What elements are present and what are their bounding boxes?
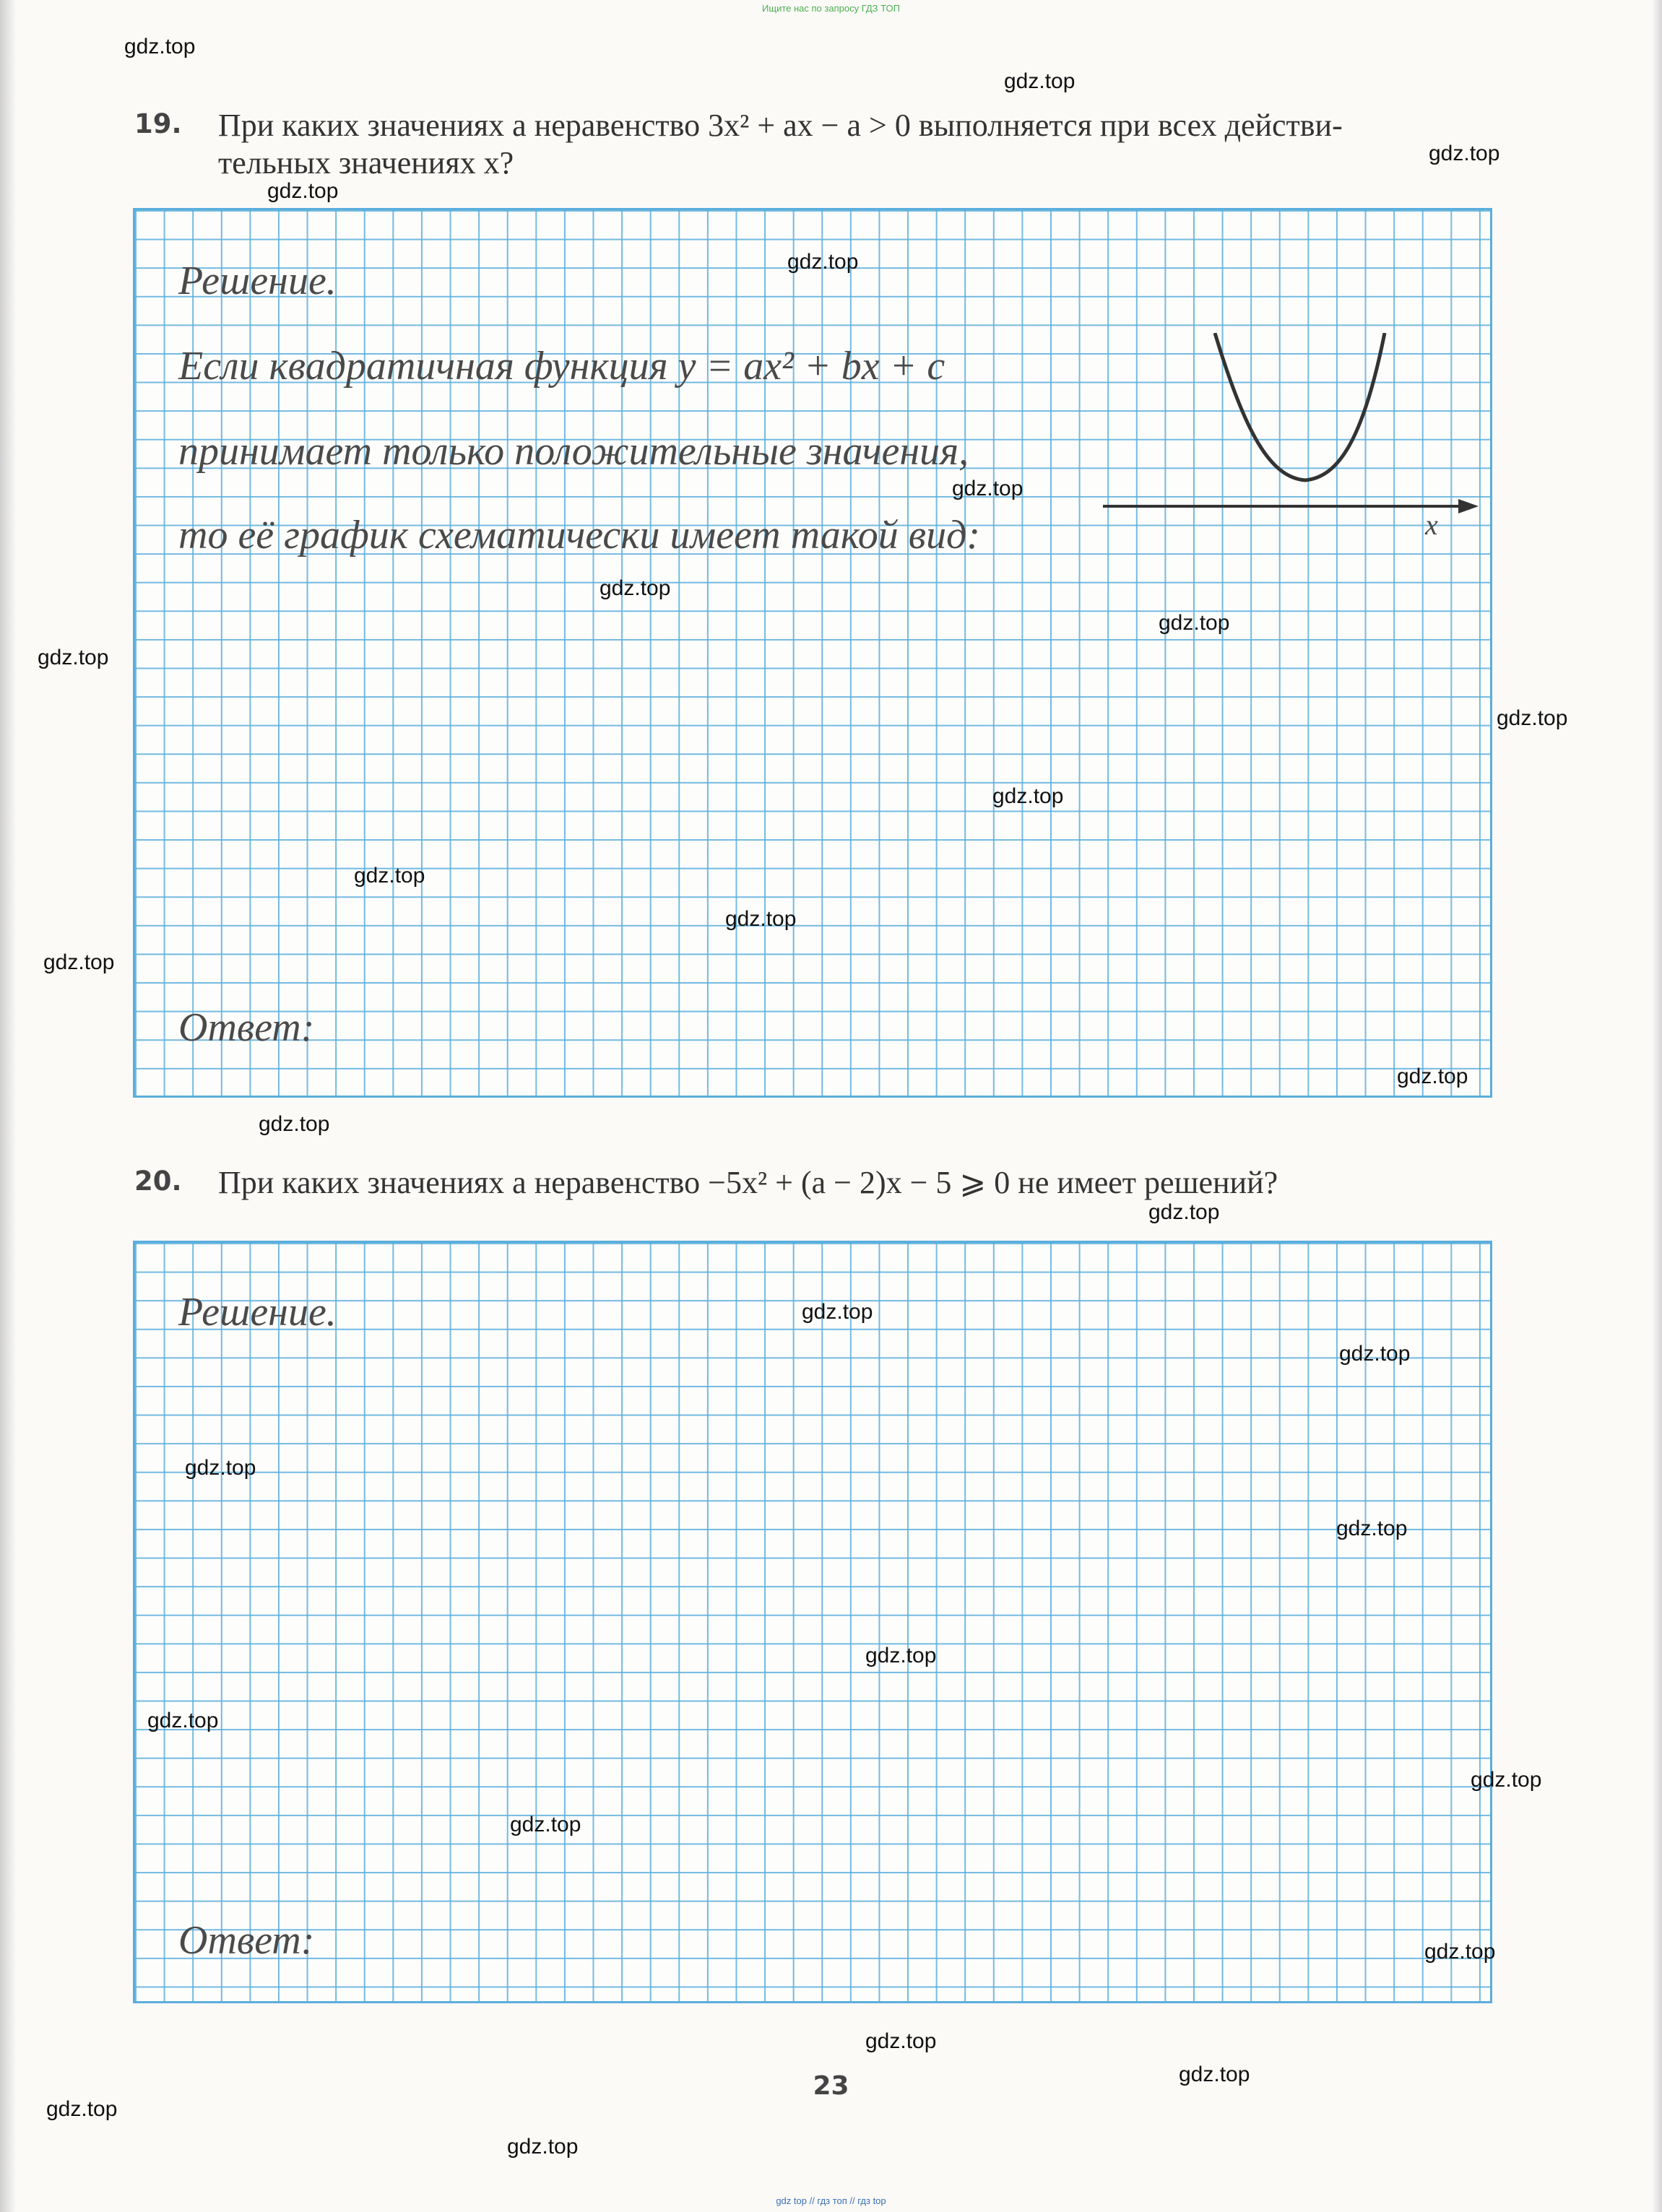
watermark: gdz.top [1336,1517,1408,1540]
page-left-shadow [0,0,16,2212]
watermark: gdz.top [124,35,196,58]
watermark: gdz.top [507,2135,579,2159]
task-19-text-line1: При каких значениях a неравенство 3x² + ax − a > 0 выполняется при всех действи- [218,108,1343,143]
watermark: gdz.top [259,1112,330,1136]
watermark: gdz.top [38,646,109,669]
task-19-solution-line3: то её график схематически имеет такой вид: [178,513,981,558]
watermark: gdz.top [1397,1064,1468,1088]
bottom-site-note: gdz top // гдз топ // гдз top [776,2195,886,2206]
watermark: gdz.top [802,1300,873,1324]
task-20-number: 20. [134,1166,182,1197]
watermark: gdz.top [510,1813,581,1836]
task-19-solution-label: Решение. [178,259,337,303]
watermark: gdz.top [1424,1940,1496,1964]
watermark: gdz.top [1429,142,1500,165]
watermark: gdz.top [1497,706,1568,730]
watermark: gdz.top [43,950,115,974]
watermark: gdz.top [1179,2063,1250,2086]
page-right-shadow [1652,0,1662,2212]
task-19-text-line2: тельных значениях x? [218,145,514,181]
watermark: gdz.top [354,864,425,888]
watermark: gdz.top [1004,69,1075,93]
watermark: gdz.top [1159,611,1230,635]
task-20-solution-label: Решение. [178,1290,337,1335]
watermark: gdz.top [600,576,671,600]
watermark: gdz.top [725,907,797,931]
task-20-grid [133,1241,1492,2003]
watermark: gdz.top [1339,1342,1411,1366]
watermark: gdz.top [787,250,859,274]
watermark: gdz.top [865,2029,937,2053]
parabola-axis-label: x [1425,508,1438,541]
watermark: gdz.top [865,1644,937,1667]
watermark: gdz.top [147,1709,219,1732]
watermark: gdz.top [1471,1768,1542,1792]
watermark: gdz.top [185,1456,256,1480]
task-19-grid [133,208,1492,1098]
watermark: gdz.top [1148,1200,1220,1224]
task-20-text-line1: При каких значениях a неравенство −5x² + (a − 2)x − 5 ⩾ 0 не имеет решений? [218,1165,1278,1200]
top-site-note: Ищите нас по запросу ГДЗ ТОП [762,3,900,14]
task-20-answer-label: Ответ: [178,1918,315,1963]
watermark: gdz.top [992,784,1064,808]
task-19-solution-line1: Если квадратичная функция y = ax² + bx + c [178,344,945,389]
watermark: gdz.top [952,477,1023,500]
task-19-solution-line2: принимает только положительные значения, [178,429,969,474]
task-19-number: 19. [134,108,182,139]
page-number: 23 [813,2071,849,2101]
watermark: gdz.top [46,2097,118,2121]
task-19-answer-label: Ответ: [178,1005,315,1050]
watermark: gdz.top [267,179,339,203]
